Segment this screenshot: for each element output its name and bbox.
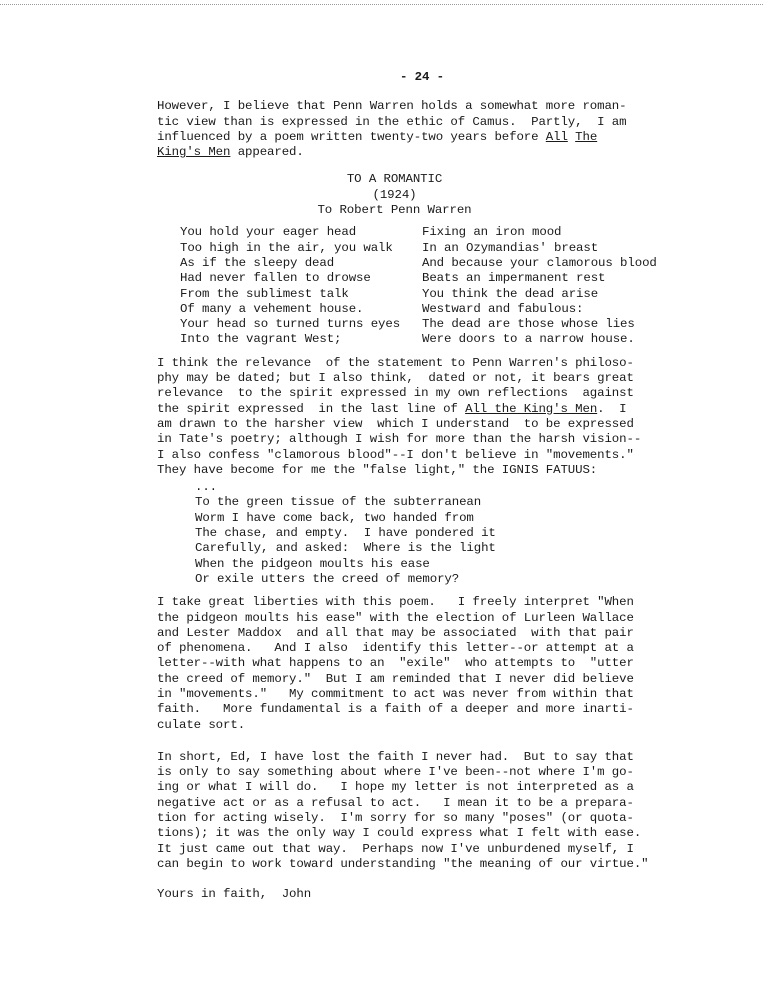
book-title-underlined: King's Men bbox=[157, 145, 231, 160]
paragraph-line: am drawn to the harsher view which I understand to be expressed bbox=[157, 416, 634, 431]
intro-line bbox=[157, 145, 677, 160]
poem-heading bbox=[157, 172, 632, 218]
poem-line: You think the dead arise bbox=[422, 286, 599, 301]
paragraph-relevance bbox=[157, 356, 677, 478]
paragraph-line: They have become for me the "false light," the IGNIS FATUUS: bbox=[157, 462, 598, 477]
poem-line: And because your clamorous blood bbox=[422, 255, 657, 270]
paragraph-line: is only to say something about where I've been--not where I'm go- bbox=[157, 765, 634, 780]
intro-line: tic view than is expressed in the ethic of Camus. Partly, I am bbox=[157, 114, 627, 129]
paragraph-line: ing or what I will do. I hope my letter is not interpreted as a bbox=[157, 780, 634, 795]
paragraph-line: I think the relevance of the statement to Penn Warren's philoso- bbox=[157, 355, 634, 370]
paragraph-line: letter--with what happens to an "exile" who attempts to "utter bbox=[157, 656, 634, 671]
paragraph-line-text: . I bbox=[597, 401, 627, 416]
book-title-underlined: All the King's Men bbox=[465, 401, 598, 416]
paragraph-line: in Tate's poetry; although I wish for more than the harsh vision-- bbox=[157, 432, 642, 447]
letter-page bbox=[157, 70, 677, 903]
poem-dedication: To Robert Penn Warren bbox=[317, 203, 472, 218]
poem-line: From the sublimest talk bbox=[180, 286, 349, 301]
paragraph-spacer bbox=[157, 733, 677, 750]
poem-year: (1924) bbox=[372, 187, 417, 202]
poem-line: As if the sleepy dead bbox=[180, 255, 335, 270]
paragraph-line: It just came out that way. Perhaps now I've unburdened myself, I bbox=[157, 841, 634, 856]
paragraph-line: negative act or as a refusal to act. I mean it to be a prepara- bbox=[157, 795, 634, 810]
poem-line: Westward and fabulous: bbox=[422, 301, 584, 316]
poem-line: Into the vagrant West; bbox=[180, 332, 342, 347]
poem-line: Your head so turned turns eyes bbox=[180, 317, 401, 332]
excerpt-line: When the pidgeon moults his ease bbox=[195, 556, 430, 571]
paragraph-line: faith. More fundamental is a faith of a deeper and more inarti- bbox=[157, 702, 634, 717]
poem-excerpt bbox=[195, 480, 677, 587]
paragraph-line-text: the spirit expressed in the last line of bbox=[157, 401, 466, 416]
book-title-underlined: The bbox=[575, 129, 598, 144]
book-title-underlined: All bbox=[545, 129, 568, 144]
paragraph-line: in "movements." My commitment to act was never from within that bbox=[157, 686, 634, 701]
paragraph-line: tions); it was the only way I could express what I felt with ease. bbox=[157, 826, 642, 841]
excerpt-line: ... bbox=[195, 480, 218, 495]
page-number: - 24 - bbox=[399, 70, 444, 84]
excerpt-line: Or exile utters the creed of memory? bbox=[195, 571, 460, 586]
poem-line: Were doors to a narrow house. bbox=[422, 332, 635, 347]
paragraph-line: can begin to work toward understanding "the meaning of our virtue." bbox=[157, 856, 649, 871]
poem-title: TO A ROMANTIC bbox=[346, 172, 443, 187]
intro-line: However, I believe that Penn Warren holds a somewhat more roman- bbox=[157, 99, 627, 114]
paragraph-line: the creed of memory." But I am reminded that I never did believe bbox=[157, 671, 634, 686]
poem-line: Fixing an iron mood bbox=[422, 225, 562, 240]
paragraph-line: culate sort. bbox=[157, 717, 246, 732]
excerpt-line: To the green tissue of the subterranean bbox=[195, 495, 482, 510]
top-dotted-rule bbox=[0, 4, 763, 5]
poem-body bbox=[180, 225, 677, 347]
poem-line: Had never fallen to drowse bbox=[180, 271, 371, 286]
poem-right-column bbox=[422, 225, 657, 347]
paragraph-line: phy may be dated; but I also think, dated or not, it bears great bbox=[157, 371, 634, 386]
paragraph-line: of phenomena. And I also identify this letter--or attempt at a bbox=[157, 641, 634, 656]
poem-line: In an Ozymandias' breast bbox=[422, 240, 599, 255]
paragraph-line: I also confess "clamorous blood"--I don't believe in "movements." bbox=[157, 447, 634, 462]
paragraph-line: tion for acting wisely. I'm sorry for so many "poses" (or quota- bbox=[157, 811, 634, 826]
paragraph-line: In short, Ed, I have lost the faith I never had. But to say that bbox=[157, 749, 634, 764]
paragraph-line: and Lester Maddox and all that may be associated with that pair bbox=[157, 625, 634, 640]
signoff: Yours in faith, John bbox=[157, 887, 312, 902]
excerpt-line: The chase, and empty. I have pondered it bbox=[195, 526, 496, 541]
poem-left-column bbox=[180, 225, 422, 347]
paragraph-line: relevance to the spirit expressed in my own reflections against bbox=[157, 386, 634, 401]
poem-line: You hold your eager head bbox=[180, 225, 357, 240]
excerpt-line: Worm I have come back, two handed from bbox=[195, 510, 474, 525]
intro-line bbox=[157, 130, 677, 145]
paragraph-line bbox=[157, 402, 677, 417]
paragraph-in-short bbox=[157, 750, 677, 872]
intro-line-text: influenced by a poem written twenty-two years before bbox=[157, 129, 546, 144]
intro-paragraph bbox=[157, 99, 677, 160]
intro-line-text: appeared. bbox=[230, 145, 304, 160]
poem-line: Of many a vehement house. bbox=[180, 301, 364, 316]
poem-line: Too high in the air, you walk bbox=[180, 240, 393, 255]
paragraph-line: the pidgeon moults his ease" with the election of Lurleen Wallace bbox=[157, 610, 634, 625]
poem-line: Beats an impermanent rest bbox=[422, 271, 606, 286]
excerpt-line: Carefully, and asked: Where is the light bbox=[195, 541, 496, 556]
poem-line: The dead are those whose lies bbox=[422, 317, 635, 332]
paragraph-line: I take great liberties with this poem. I freely interpret "When bbox=[157, 595, 634, 610]
paragraph-liberties bbox=[157, 595, 677, 733]
